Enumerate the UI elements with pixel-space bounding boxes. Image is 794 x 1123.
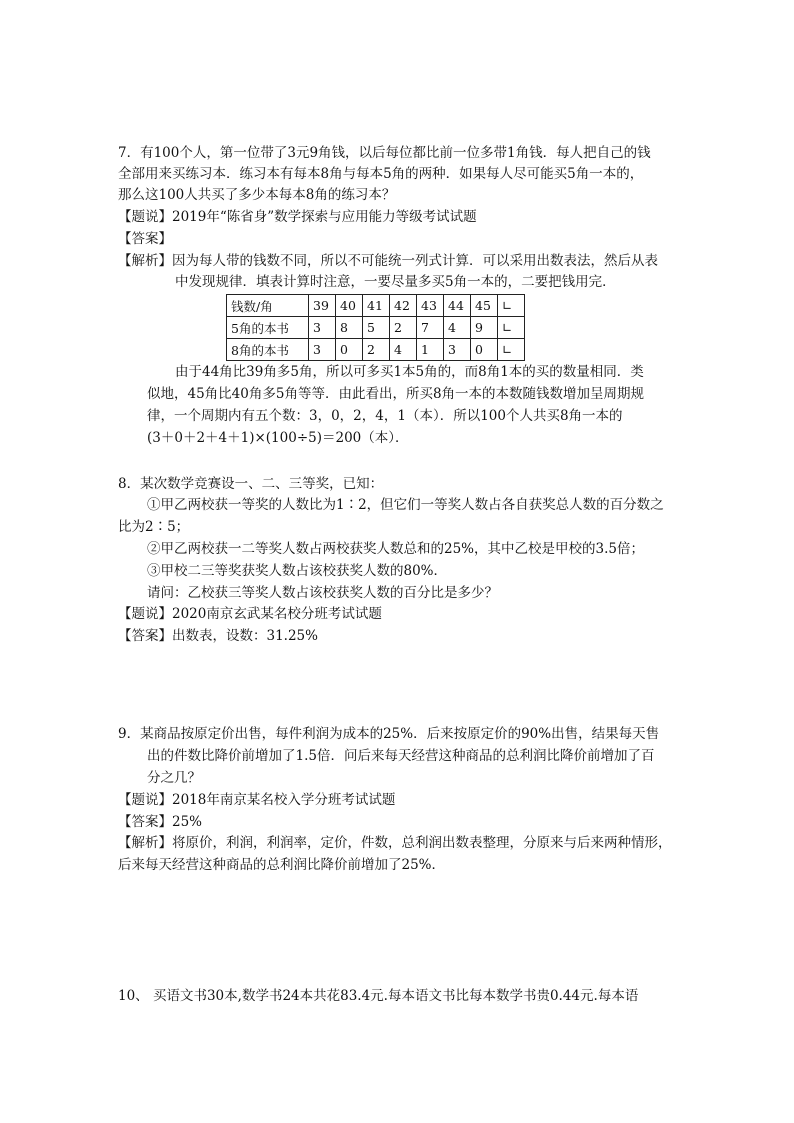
table-cell: 5 — [363, 317, 390, 339]
q8-question: 请问：乙校获三等奖人数占该校获奖人数的百分比是多少？ — [147, 585, 498, 601]
coin-table — [226, 294, 525, 361]
table-cell: 4 — [444, 317, 471, 339]
table-cell: 钱数/角 — [227, 295, 309, 317]
table-cell: ∟ — [498, 339, 525, 361]
table-cell: 7 — [417, 317, 444, 339]
table-cell: 4 — [390, 339, 417, 361]
q10-line-1: 10、 买语文书30本,数学书24本共花83.4元.每本语文书比每本数学书贵0.44元.每本语 — [118, 988, 639, 1004]
q7-after-line-2: 似地，45角比40角多5角等等．由此看出，所买8角一本的本数随钱数增加呈周期规 — [147, 386, 645, 402]
q7-line-2: 全部用来买练习本．练习本有每本8角与每本5角的两种．如果每人尽可能买5角一本的， — [118, 166, 644, 182]
q7-after-line-1: 由于44角比39角多5角，所以可多买1本5角的，而8角1本的买的数量相同．类 — [175, 364, 644, 380]
q9-line-1: 9．某商品按原定价出售，每件利润为成本的25%．后来按原定价的90%出售，结果每天售 — [118, 726, 660, 742]
source-text: 2019年“陈省身”数学探索与应用能力等级考试试题 — [172, 209, 477, 225]
q9-line-3: 分之几？ — [147, 770, 201, 786]
table-row — [227, 339, 525, 361]
analysis-label: 【解析】 — [118, 835, 172, 851]
table-cell: ∟ — [498, 295, 525, 317]
table-cell: 39 — [309, 295, 336, 317]
q8-condition-3: ③甲校二三等奖获奖人数占该校获奖人数的80%． — [147, 563, 448, 579]
table-cell: 3 — [309, 317, 336, 339]
q7-analysis-line-2: 中发现规律．填表计算时注意，一要尽量多买5角一本的，二要把钱用完． — [175, 274, 616, 290]
table-cell: 0 — [336, 339, 363, 361]
table-cell: 41 — [363, 295, 390, 317]
q7-after-line-4: (3＋0＋2＋4＋1)×(100÷5)＝200（本）． — [147, 430, 409, 446]
answer-label: 【答案】 — [118, 814, 172, 830]
table-cell: 1 — [417, 339, 444, 361]
table-cell: 40 — [336, 295, 363, 317]
table-cell: 43 — [417, 295, 444, 317]
q8-condition-1a: ①甲乙两校获一等奖的人数比为1∶2，但它们一等奖人数占各自获奖总人数的百分数之 — [147, 497, 664, 513]
table-row — [227, 295, 525, 317]
q9-analysis-line-1 — [118, 833, 672, 853]
table-cell: 42 — [390, 295, 417, 317]
q9-answer — [118, 812, 202, 832]
table-cell: 5角的本书 — [227, 317, 309, 339]
answer-label: 【答案】 — [118, 628, 172, 644]
table-cell: ∟ — [498, 317, 525, 339]
q9-line-2: 出的件数比降价前增加了1.5倍．问后来每天经营这种商品的总利润比降价前增加了百 — [147, 748, 655, 764]
source-text: 2018年南京某名校入学分班考试试题 — [172, 792, 396, 808]
table-cell: 0 — [471, 339, 498, 361]
source-text: 2020南京玄武某名校分班考试试题 — [172, 606, 382, 622]
q7-source — [118, 207, 477, 227]
q7-after-line-3: 律，一个周期内有五个数：3，0，2，4，1（本）．所以100个人共买8角一本的 — [147, 408, 623, 424]
q8-line-1: 8．某次数学竞赛设一、二、三等奖，已知： — [118, 476, 384, 492]
q7-answer — [118, 229, 172, 249]
table-row — [227, 317, 525, 339]
source-label: 【题说】 — [118, 606, 172, 622]
table-cell: 3 — [309, 339, 336, 361]
table-cell: 9 — [471, 317, 498, 339]
table-cell: 8 — [336, 317, 363, 339]
analysis-label: 【解析】 — [118, 253, 172, 269]
q8-condition-1b: 比为2∶5； — [118, 519, 190, 535]
answer-label: 【答案】 — [118, 231, 172, 247]
q9-source — [118, 790, 395, 810]
q8-condition-2: ②甲乙两校获一二等奖人数占两校获奖人数总和的25%，其中乙校是甲校的3.5倍； — [147, 541, 644, 557]
table-cell: 8角的本书 — [227, 339, 309, 361]
answer-text: 出数表，设数：31.25% — [172, 628, 318, 644]
analysis-text: 将原价，利润，利润率，定价，件数，总利润出数表整理，分原来与后来两种情形， — [172, 835, 672, 851]
q9-analysis-line-2: 后来每天经营这种商品的总利润比降价前增加了25%． — [118, 857, 446, 873]
q8-source — [118, 604, 382, 624]
table-cell: 2 — [363, 339, 390, 361]
table-cell: 2 — [390, 317, 417, 339]
table-cell: 44 — [444, 295, 471, 317]
table-cell: 3 — [444, 339, 471, 361]
source-label: 【题说】 — [118, 792, 172, 808]
q7-analysis-line-1 — [118, 251, 658, 271]
q7-line-3: 那么这100人共买了多少本每本8角的练习本？ — [118, 187, 396, 203]
answer-text: 25% — [172, 814, 203, 830]
q8-answer — [118, 626, 318, 646]
source-label: 【题说】 — [118, 209, 172, 225]
q7-line-1: 7．有100个人，第一位带了3元9角钱，以后每位都比前一位多带1角钱．每人把自己的钱 — [118, 145, 651, 161]
table-cell: 45 — [471, 295, 498, 317]
analysis-text: 因为每人带的钱数不同，所以不可能统一列式计算．可以采用出数表法，然后从表 — [172, 253, 658, 269]
